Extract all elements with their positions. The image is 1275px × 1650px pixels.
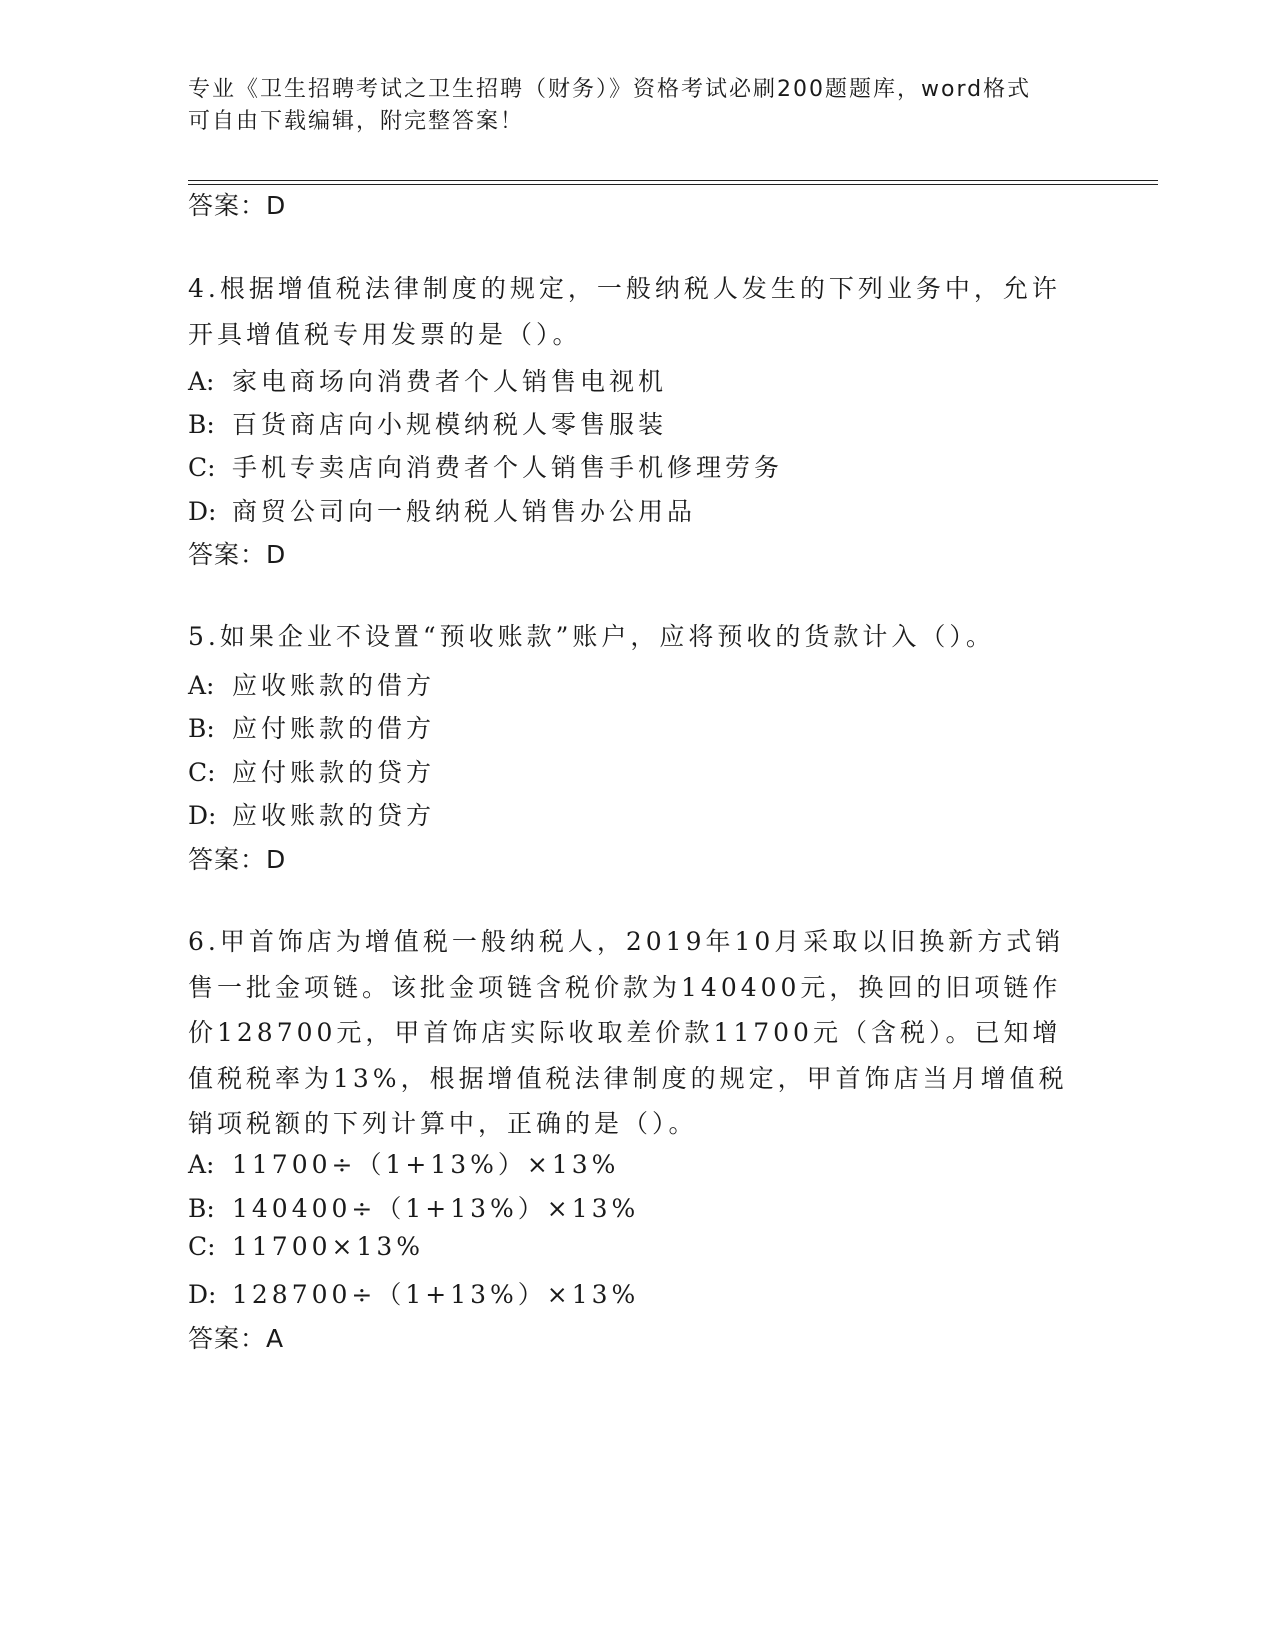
question-4-option-c: C: 手机专卖店向消费者个人销售手机修理劳务 [188, 453, 784, 482]
question-4-option-d: D: 商贸公司向一般纳税人销售办公用品 [188, 497, 697, 526]
question-6-option-c: C: 11700×13% [188, 1232, 425, 1261]
question-6-option-d: D: 128700÷（1+13%）×13% [188, 1280, 640, 1309]
header-line-1: 专业《卫生招聘考试之卫生招聘（财务）》资格考试必刷200题题库，word格式 [188, 77, 1032, 102]
question-4-option-b: B: 百货商店向小规模纳税人零售服装 [188, 410, 668, 439]
header-divider-bottom [188, 184, 1158, 185]
previous-answer: 答案：D [188, 191, 287, 220]
question-6-answer: 答案：A [188, 1324, 285, 1353]
question-6-stem: 6.甲首饰店为增值税一般纳税人，2019年10月采取以旧换新方式销售一批金项链。该批金项链含税价款为140400元，换回的旧项链作价128700元，甲首饰店实际收取差价款11700元（含税）。已知增值税税率为13%，根据增值税法律制度的规定，甲首饰店当月增值税销项税额的下列计算中，正确的是（）。 [188, 927, 1068, 1138]
question-5-answer: 答案：D [188, 845, 287, 874]
question-5-option-b: B: 应付账款的借方 [188, 714, 436, 743]
header-line-2: 可自由下载编辑，附完整答案！ [188, 109, 525, 134]
question-6-option-a: A: 11700÷（1+13%）×13% [188, 1150, 620, 1179]
header-divider-top [188, 180, 1158, 181]
question-5-stem: 5.如果企业不设置“预收账款”账户，应将预收的货款计入（）。 [188, 622, 995, 651]
question-5-option-c: C: 应付账款的贷方 [188, 758, 436, 787]
question-6-option-b: B: 140400÷（1+13%）×13% [188, 1194, 640, 1223]
question-4-answer: 答案：D [188, 540, 287, 569]
question-4-stem: 4.根据增值税法律制度的规定，一般纳税人发生的下列业务中，允许开具增值税专用发票的是（）。 [188, 274, 1061, 349]
question-4-option-a: A: 家电商场向消费者个人销售电视机 [188, 367, 668, 396]
question-5-option-a: A: 应收账款的借方 [188, 671, 436, 700]
question-5-option-d: D: 应收账款的贷方 [188, 801, 436, 830]
document-header [188, 74, 1088, 138]
